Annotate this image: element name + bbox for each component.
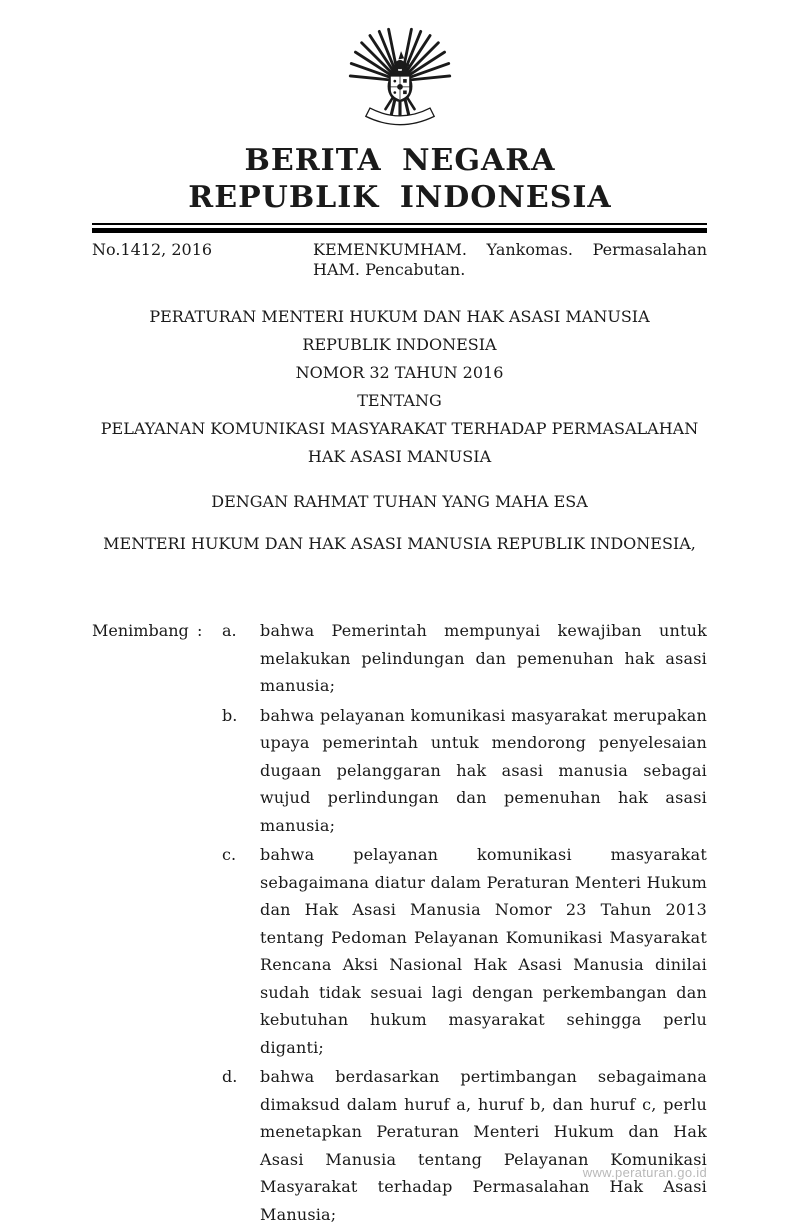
subject-keywords: KEMENKUMHAM. Yankomas. Permasalahan HAM. Pencabutan. xyxy=(313,240,707,279)
title-line-4: TENTANG xyxy=(357,391,442,410)
masthead-line-1: BERITA NEGARA xyxy=(244,143,556,178)
document-title xyxy=(92,303,707,471)
considering-item-a xyxy=(92,617,707,700)
title-line-3: NOMOR 32 TAHUN 2016 xyxy=(295,363,504,382)
gazette-meta-row xyxy=(92,240,707,280)
title-line-2: REPUBLIK INDONESIA xyxy=(302,335,497,354)
title-line-6: HAK ASASI MANUSIA xyxy=(307,447,492,466)
item-letter: d. xyxy=(222,1067,238,1086)
item-text: bahwa pelayanan komunikasi masyarakat sebagaimana diatur dalam Peraturan Menteri Hukum dan Hak Asasi Manusia Nomor 23 Tahun 2013 tentang Pedoman Pelayanan Komunikasi Masyarakat Rencana Aksi Nasional Hak Asasi Manusia dinilai sudah tidak sesuai lagi dengan perkembangan dan kebutuhan hukum masyarakat sehingga perlu diganti; xyxy=(260,845,707,1057)
masthead xyxy=(0,142,800,216)
item-letter: c. xyxy=(222,845,237,864)
title-line-1: PERATURAN MENTERI HUKUM DAN HAK ASASI MANUSIA xyxy=(149,307,650,326)
emblem-container xyxy=(0,0,800,130)
considering-item-b xyxy=(92,702,707,840)
masthead-line-2: REPUBLIK INDONESIA xyxy=(188,180,612,215)
invocation-line: DENGAN RAHMAT TUHAN YANG MAHA ESA xyxy=(211,492,588,511)
item-text: bahwa pelayanan komunikasi masyarakat merupakan upaya pemerintah untuk mendorong penyelesaian dugaan pelanggaran hak asasi manusia sebagai wujud perlindungan dan pemenuhan hak asasi manusia; xyxy=(260,705,707,835)
considering-item-d xyxy=(92,1063,707,1223)
considering-label: Menimbang xyxy=(92,621,189,640)
garuda-pancasila-emblem xyxy=(343,26,457,128)
title-line-5: PELAYANAN KOMUNIKASI MASYARAKAT TERHADAP PERMASALAHAN xyxy=(100,419,699,438)
item-text: bahwa Pemerintah mempunyai kewajiban untuk melakukan pelindungan dan pemenuhan hak asasi manusia; xyxy=(260,621,707,695)
header-rule xyxy=(92,223,707,233)
item-letter: a. xyxy=(222,621,237,640)
watermark-url: www.peraturan.go.id xyxy=(582,1165,707,1180)
considering-section xyxy=(92,617,707,1223)
item-letter: b. xyxy=(222,705,238,725)
item-text: bahwa berdasarkan pertimbangan sebagaimana dimaksud dalam huruf a, huruf b, dan huruf c, perlu menetapkan Peraturan Menteri Hukum dan Hak Asasi Manusia tentang Pelayanan Komunikasi Masyarakat terhadap Permasalahan Hak Asasi Manusia; xyxy=(260,1067,707,1223)
authority-line: MENTERI HUKUM DAN HAK ASASI MANUSIA REPUBLIK INDONESIA, xyxy=(103,534,696,553)
considering-separator: : xyxy=(197,621,203,640)
considering-item-c xyxy=(92,841,707,1061)
issue-number: No.1412, 2016 xyxy=(92,240,213,259)
